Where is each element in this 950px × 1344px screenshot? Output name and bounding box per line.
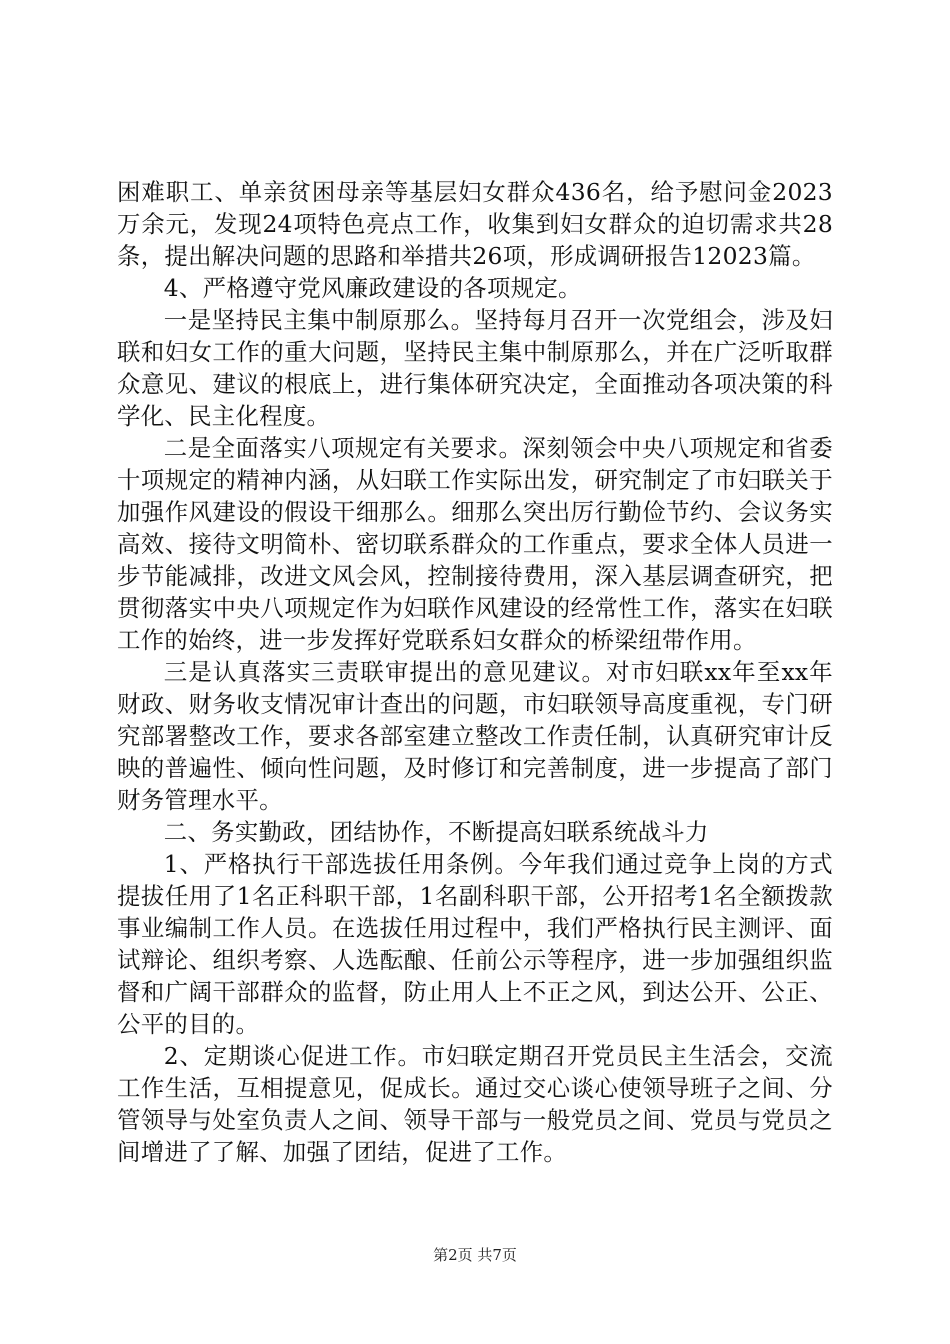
paragraph-continued: 困难职工、单亲贫困母亲等基层妇女群众436名，给予慰问金2023万余元，发现24项特色亮点工作，收集到妇女群众的迫切需求共28条，提出解决问题的思路和举措共26项，形成调研报告12023篇。 [117, 178, 833, 270]
paragraph-cadre-selection: 1、严格执行干部选拔任用条例。今年我们通过竞争上岗的方式提拔任用了1名正科职干部，1名副科职干部，公开招考1名全额拨款事业编制工作人员。在选拔任用过程中，我们严格执行民主测评、面试辩论、组织考察、人选酝酿、任前公示等程序，进一步加强组织监督和广阔干部群众的监督，防止用人上不正之风，到达公开、公正、公平的目的。 [117, 850, 833, 1038]
paragraph-audit-suggestions: 三是认真落实三责联审提出的意见建议。对市妇联xx年至xx年财政、财务收支情况审计查出的问题，市妇联领导高度重视，专门研究部署整改工作，要求各部室建立整改工作责任制，认真研究审计反映的普遍性、倾向性问题，及时修订和完善制度，进一步提高了部门财务管理水平。 [117, 658, 833, 814]
paragraph-regular-talks: 2、定期谈心促进工作。市妇联定期召开党员民主生活会，交流工作生活，互相提意见，促成长。通过交心谈心使领导班子之间、分管领导与处室负责人之间、领导干部与一般党员之间、党员与党员之间增进了了解、加强了团结，促进了工作。 [117, 1042, 833, 1166]
paragraph-eight-rules: 二是全面落实八项规定有关要求。深刻领会中央八项规定和省委十项规定的精神内涵，从妇联工作实际出发，研究制定了市妇联关于加强作风建设的假设干细那么。细那么突出厉行勤俭节约、会议务实高效、接待文明简朴、密切联系群众的工作重点，要求全体人员进一步节能减排，改进文风会风，控制接待费用，深入基层调查研究，把贯彻落实中央八项规定作为妇联作风建设的经常性工作，落实在妇联工作的始终，进一步发挥好党联系妇女群众的桥梁纽带作用。 [117, 434, 833, 654]
paragraph-heading-4: 4、严格遵守党风廉政建设的各项规定。 [163, 274, 582, 302]
document-body [117, 176, 833, 1168]
section-heading-two: 二、务实勤政，团结协作，不断提高妇联系统战斗力 [163, 818, 709, 846]
page-number-footer: 第2页 共7页 [433, 1246, 517, 1264]
paragraph-democratic-centralism: 一是坚持民主集中制原那么。坚持每月召开一次党组会，涉及妇联和妇女工作的重大问题，坚持民主集中制原那么，并在广泛听取群众意见、建议的根底上，进行集体研究决定，全面推动各项决策的科学化、民主化程度。 [117, 306, 833, 430]
